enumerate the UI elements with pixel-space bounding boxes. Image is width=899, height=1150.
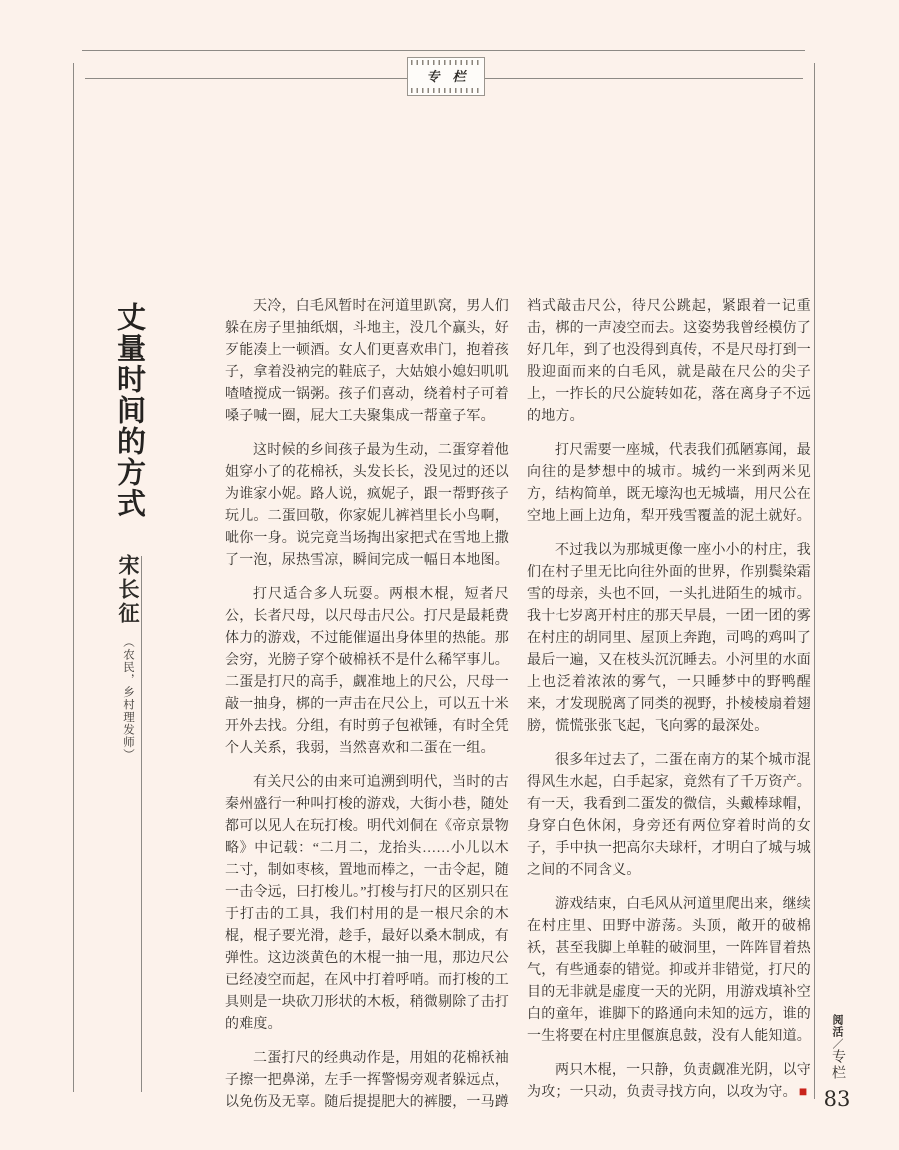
header-rule-top bbox=[82, 50, 805, 51]
frame-rule-right bbox=[814, 63, 815, 1099]
author-name: 宋长征 bbox=[116, 554, 140, 626]
closing-text: 两只木棍，一只静，负责觑准光阴，以守为攻；一只动，负责寻找方向，以攻为守。 bbox=[527, 1063, 811, 1100]
paragraph: 打尺需要一座城，代表我们孤陋寡闻，最向往的是梦想中的城市。城约一米到两米见方，结构简单，既无壕沟也无城墙，用尺公在空地上画上边角，犁开残雪覆盖的泥土就好。 bbox=[527, 443, 811, 524]
paragraph: 天冷，白毛风暂时在河道里趴窝，男人们躲在房子里抽纸烟，斗地主，没几个赢头，好歹能凑上一顿酒。女人们更喜欢串门，抱着孩子，拿着没衲完的鞋底子，大姑娘小媳妇叽叽喳喳搅成一锅粥。孩子们喜动，绕着村子可着嗓子喊一圈，屁大工夫聚集成一帮童子军。 bbox=[225, 299, 509, 424]
footer-section-label bbox=[820, 1014, 854, 1111]
author-block bbox=[113, 554, 143, 761]
stamp-label: 专栏 bbox=[426, 68, 479, 84]
paragraph: 二蛋打尺的经典动作是，用姐的花棉袄袖子擦一把鼻涕，左手一挥警惕旁观者躲远点，以免伤及无辜。随后提提肥大的裤腰，一马蹲 bbox=[225, 1051, 509, 1110]
section-label-top: 阅活 bbox=[831, 1014, 843, 1038]
frame-rule-left bbox=[73, 63, 74, 1092]
paragraph: 不过我以为那城更像一座小小的村庄，我们在村子里无比向往外面的世界，作别鬓染霜雪的母亲，头也不回，一头扎进陌生的城市。我十七岁离开村庄的那天早晨，一团一团的雾在村庄的胡同里、屋顶上奔跑，司鸣的鸡叫了最后一遍，又在枝头沉沉睡去。小河里的水面上也泛着浓浓的雾气，一只睡梦中的野鸭醒来，才发现脱离了同类的视野，扑棱棱扇着翅膀，慌慌张张飞起，飞向雾的最深处。 bbox=[527, 543, 811, 734]
stamp-perforation-top-icon bbox=[411, 60, 481, 65]
right-paragraph-list bbox=[527, 440, 811, 1048]
author-rule bbox=[141, 556, 142, 1092]
stamp-perforation-bottom-icon bbox=[411, 88, 481, 93]
paragraph: 打尺适合多人玩耍。两根木棍，短者尺公，长者尺母，以尺母击尺公。打尺是最耗费体力的游戏，不过能催逼出身体里的热能。那会穷，光膀子穿个破棉袄不是什么稀罕事儿。二蛋是打尺的高手，觑准地上的尺公，尺母一敲一抽身，梆的一声击在尺公上，可以五十米开外去找。分组，有时剪子包袱锤，有时全凭个人关系，我弱，当然喜欢和二蛋在一组。 bbox=[225, 587, 509, 756]
article-title: 丈量时间的方式 bbox=[113, 302, 145, 519]
article-left-column bbox=[225, 296, 509, 1126]
footer-section-vertical bbox=[830, 1014, 844, 1081]
author-note: （农民，乡村理发师） bbox=[122, 636, 134, 761]
continuation-paragraph: 裆式敲击尺公，待尺公跳起，紧跟着一记重击，梆的一声凌空而去。这姿势我曾经模仿了好几年，到了也没得到真传，不是尺母打到一股迎面而来的白毛风，就是敲在尺公的尖子上，一拃长的尺公旋转如花，落在离身子不远的地方。 bbox=[527, 299, 811, 424]
section-divider: ／ bbox=[831, 1038, 843, 1049]
end-mark: ■ bbox=[798, 1085, 808, 1100]
paragraph: 很多年过去了，二蛋在南方的某个城市混得风生水起，白手起家，竟然有了千万资产。有一天，我看到二蛋发的微信，头戴棒球帽，身穿白色休闲，身旁还有两位穿着时尚的女子，手中执一把高尔夫球杆，才明白了城与城之间的不同含义。 bbox=[527, 753, 811, 878]
column-stamp bbox=[407, 57, 485, 96]
paragraph: 有关尺公的由来可追溯到明代，当时的古秦州盛行一种叫打梭的游戏，大街小巷，随处都可以见人在玩打梭。明代刘侗在《帝京景物略》中记载：“二月二，龙抬头……小儿以木二寸，制如枣核，置地而棒之，一击令起，随一击令远，曰打梭儿。”打梭与打尺的区别只在于打击的工具，我们村用的是一根尺余的木棍，棍子要光滑，趁手，最好以桑木制成，有弹性。这边淡黄色的木棍一抽一甩，那边尺公已经凌空而起，在风中打着呼哨。而打梭的工具则是一块砍刀形状的木板，稍微剔除了击打的难度。 bbox=[225, 775, 509, 1032]
article-columns bbox=[225, 296, 811, 1126]
closing-paragraph bbox=[527, 1060, 811, 1104]
page-number: 83 bbox=[823, 1087, 851, 1111]
section-label-bottom: 专栏 bbox=[830, 1049, 845, 1081]
paragraph: 游戏结束，白毛风从河道里爬出来，继续在村庄里、田野中游荡。头顶，敞开的破棉袄，甚至我脚上单鞋的破洞里，一阵阵冒着热气，有些通泰的错觉。抑或并非错觉，打尺的目的无非就是虚度一天的光阴，用游戏填补空白的童年，谁脚下的路通向未知的远方，谁的一生将要在村庄里偃旗息鼓，没有人能知道。 bbox=[527, 897, 811, 1044]
article-right-column bbox=[527, 296, 811, 1126]
paragraph: 这时候的乡间孩子最为生动，二蛋穿着他姐穿小了的花棉袄，头发长长，没见过的还以为谁家小妮。路人说，疯妮子，跟一帮野孩子玩儿。二蛋回敬，你家妮儿裤裆里长小鸟啊，呲你一身。说完竟当场掏出家把式在雪地上撒了一泡，尿热雪凉，瞬间完成一幅日本地图。 bbox=[225, 443, 509, 568]
